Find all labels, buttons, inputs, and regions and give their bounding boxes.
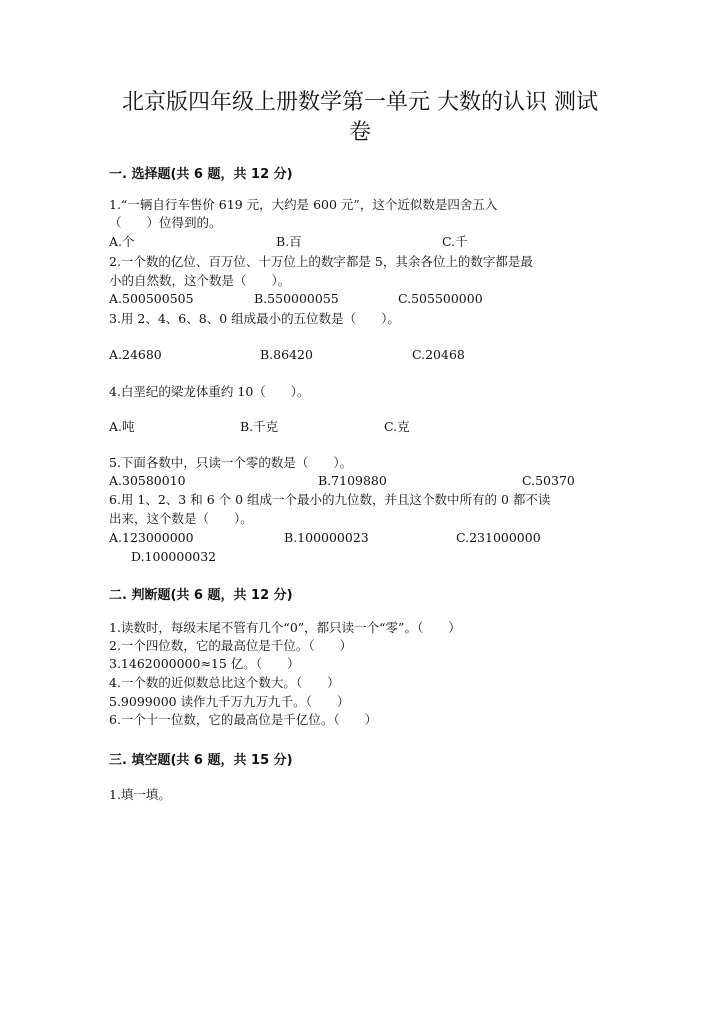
question-4-text: 4.白垩纪的梁龙体重约 10（ ）。 xyxy=(109,384,310,399)
question-6-option-d[interactable]: D.100000032 xyxy=(131,549,217,564)
section-1-heading: 一. 选择题(共 6 题，共 12 分) xyxy=(109,167,293,182)
question-3-option-b[interactable]: B.86420 xyxy=(260,347,313,362)
question-4-option-b[interactable]: B.千克 xyxy=(240,419,279,434)
page-title xyxy=(100,88,620,148)
question-4-option-c[interactable]: C.克 xyxy=(384,419,410,434)
question-1-option-b[interactable]: B.百 xyxy=(276,234,302,249)
question-4-option-a[interactable]: A.吨 xyxy=(109,419,135,434)
question-3-option-a[interactable]: A.24680 xyxy=(109,347,162,362)
judge-item-2: 2.一个四位数，它的最高位是千位。（ ） xyxy=(109,638,353,653)
fill-question-1: 1.填一填。 xyxy=(109,787,171,802)
question-1-option-a[interactable]: A.个 xyxy=(109,234,135,249)
question-5-option-c[interactable]: C.50370 xyxy=(522,473,575,488)
question-3-option-c[interactable]: C.20468 xyxy=(412,347,465,362)
question-6-option-a[interactable]: A.123000000 xyxy=(109,530,194,545)
judge-item-6: 6.一个十一位数，它的最高位是千亿位。（ ） xyxy=(109,712,378,727)
question-1-text: 1.“一辆自行车售价 619 元，大约是 600 元”，这个近似数是四舍五入 xyxy=(109,197,498,212)
question-6-option-b[interactable]: B.100000023 xyxy=(284,530,369,545)
question-5-option-b[interactable]: B.7109880 xyxy=(318,473,387,488)
title-line-2: 卷 xyxy=(348,120,371,145)
question-3-text: 3.用 2、4、6、8、0 组成最小的五位数是（ ）。 xyxy=(109,311,400,326)
title-line-1: 北京版四年级上册数学第一单元 大数的认识 测试 xyxy=(122,90,598,115)
question-6-option-c[interactable]: C.231000000 xyxy=(456,530,541,545)
question-5-text: 5.下面各数中，只读一个零的数是（ ）。 xyxy=(109,455,353,470)
judge-item-1: 1.读数时，每级末尾不管有几个“0”，都只读一个“零”。（ ） xyxy=(109,620,461,635)
question-5-option-a[interactable]: A.30580010 xyxy=(109,473,186,488)
section-3-heading: 三. 填空题(共 6 题，共 15 分) xyxy=(109,753,293,768)
judge-item-4: 4.一个数的近似数总比这个数大。（ ） xyxy=(109,675,340,690)
question-1-option-c[interactable]: C.千 xyxy=(442,234,468,249)
judge-item-5: 5.9099000 读作九千万九万九千。（ ） xyxy=(109,694,350,709)
question-2-option-a[interactable]: A.500500505 xyxy=(109,291,194,306)
question-6-text: 6.用 1、2、3 和 6 个 0 组成一个最小的九位数，并且这个数中所有的 0 都不读 xyxy=(109,492,551,507)
judge-item-3: 3.1462000000≈15 亿。（ ） xyxy=(109,656,300,671)
question-6-text-cont: 出来，这个数是（ ）。 xyxy=(109,511,253,526)
question-2-text-cont: 小的自然数，这个数是（ ）。 xyxy=(109,273,291,288)
question-2-option-b[interactable]: B.550000055 xyxy=(254,291,339,306)
section-2-heading: 二. 判断题(共 6 题，共 12 分) xyxy=(109,588,293,603)
question-2-text: 2.一个数的亿位、百万位、十万位上的数字都是 5，其余各位上的数字都是最 xyxy=(109,254,533,269)
question-2-option-c[interactable]: C.505500000 xyxy=(398,291,483,306)
question-1-text-cont: （ ）位得到的。 xyxy=(109,215,222,230)
